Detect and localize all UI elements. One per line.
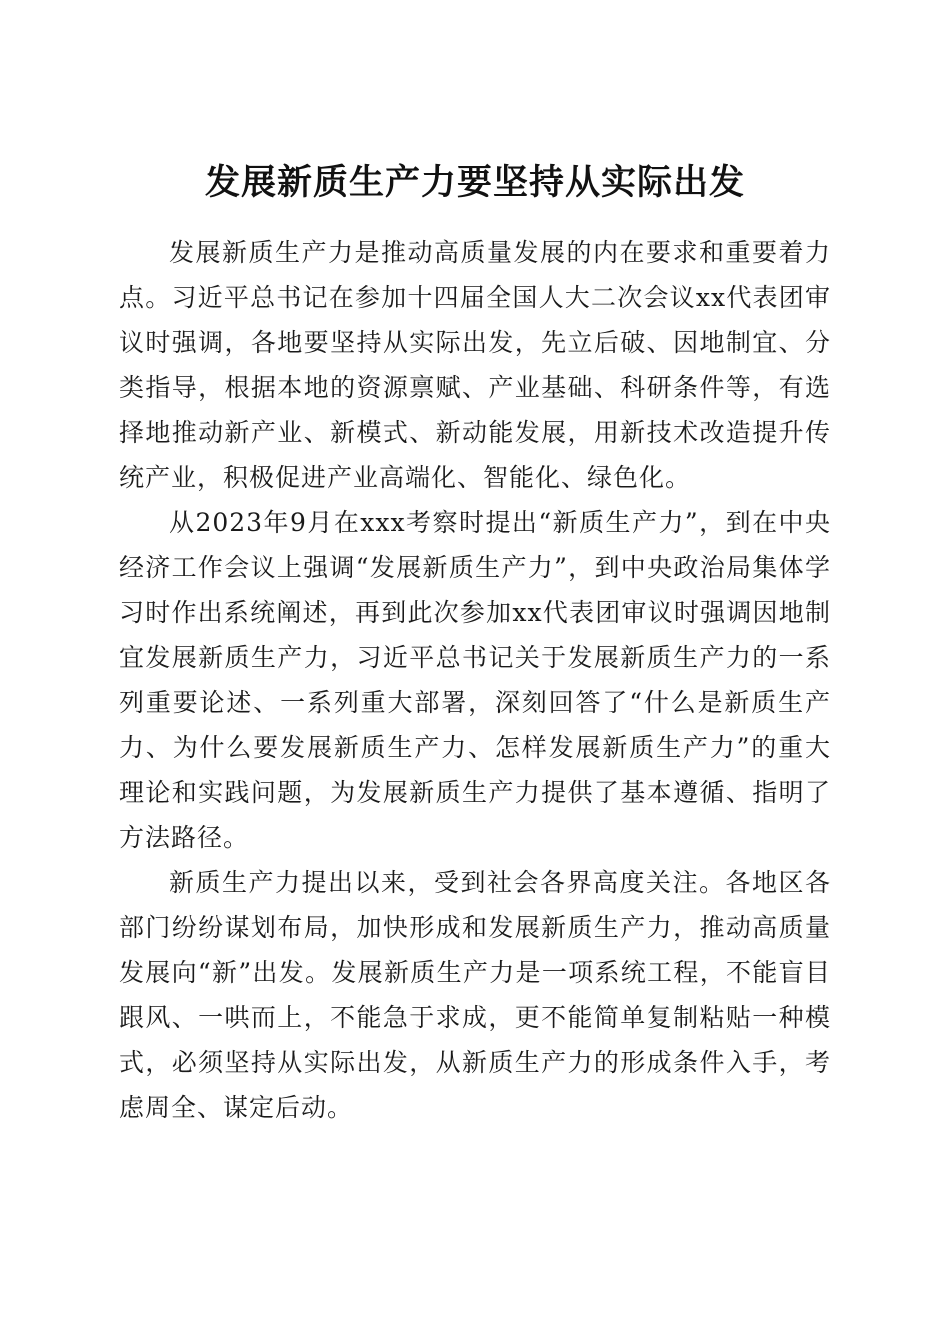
paragraph-1: 发展新质生产力是推动高质量发展的内在要求和重要着力点。习近平总书记在参加十四届全国人大二次会议xx代表团审议时强调，各地要坚持从实际出发，先立后破、因地制宜、分类指导，根据本地的资源禀赋、产业基础、科研条件等，有选择地推动新产业、新模式、新动能发展，用新技术改造提升传统产业，积极促进产业高端化、智能化、绿色化。	[119, 238, 831, 492]
document-body	[119, 230, 831, 1130]
paragraph-2: 从2023年9月在xxx考察时提出“新质生产力”，到在中央经济工作会议上强调“发展新质生产力”，到中央政治局集体学习时作出系统阐述，再到此次参加xx代表团审议时强调因地制宜发展新质生产力，习近平总书记关于发展新质生产力的一系列重要论述、一系列重大部署，深刻回答了“什么是新质生产力、为什么要发展新质生产力、怎样发展新质生产力”的重大理论和实践问题，为发展新质生产力提供了基本遵循、指明了方法路径。	[119, 508, 831, 852]
paragraph-3: 新质生产力提出以来，受到社会各界高度关注。各地区各部门纷纷谋划布局，加快形成和发展新质生产力，推动高质量发展向“新”出发。发展新质生产力是一项系统工程，不能盲目跟风、一哄而上，不能急于求成，更不能简单复制粘贴一种模式，必须坚持从实际出发，从新质生产力的形成条件入手，考虑周全、谋定后动。	[119, 868, 831, 1122]
document-title: 发展新质生产力要坚持从实际出发	[204, 162, 745, 204]
